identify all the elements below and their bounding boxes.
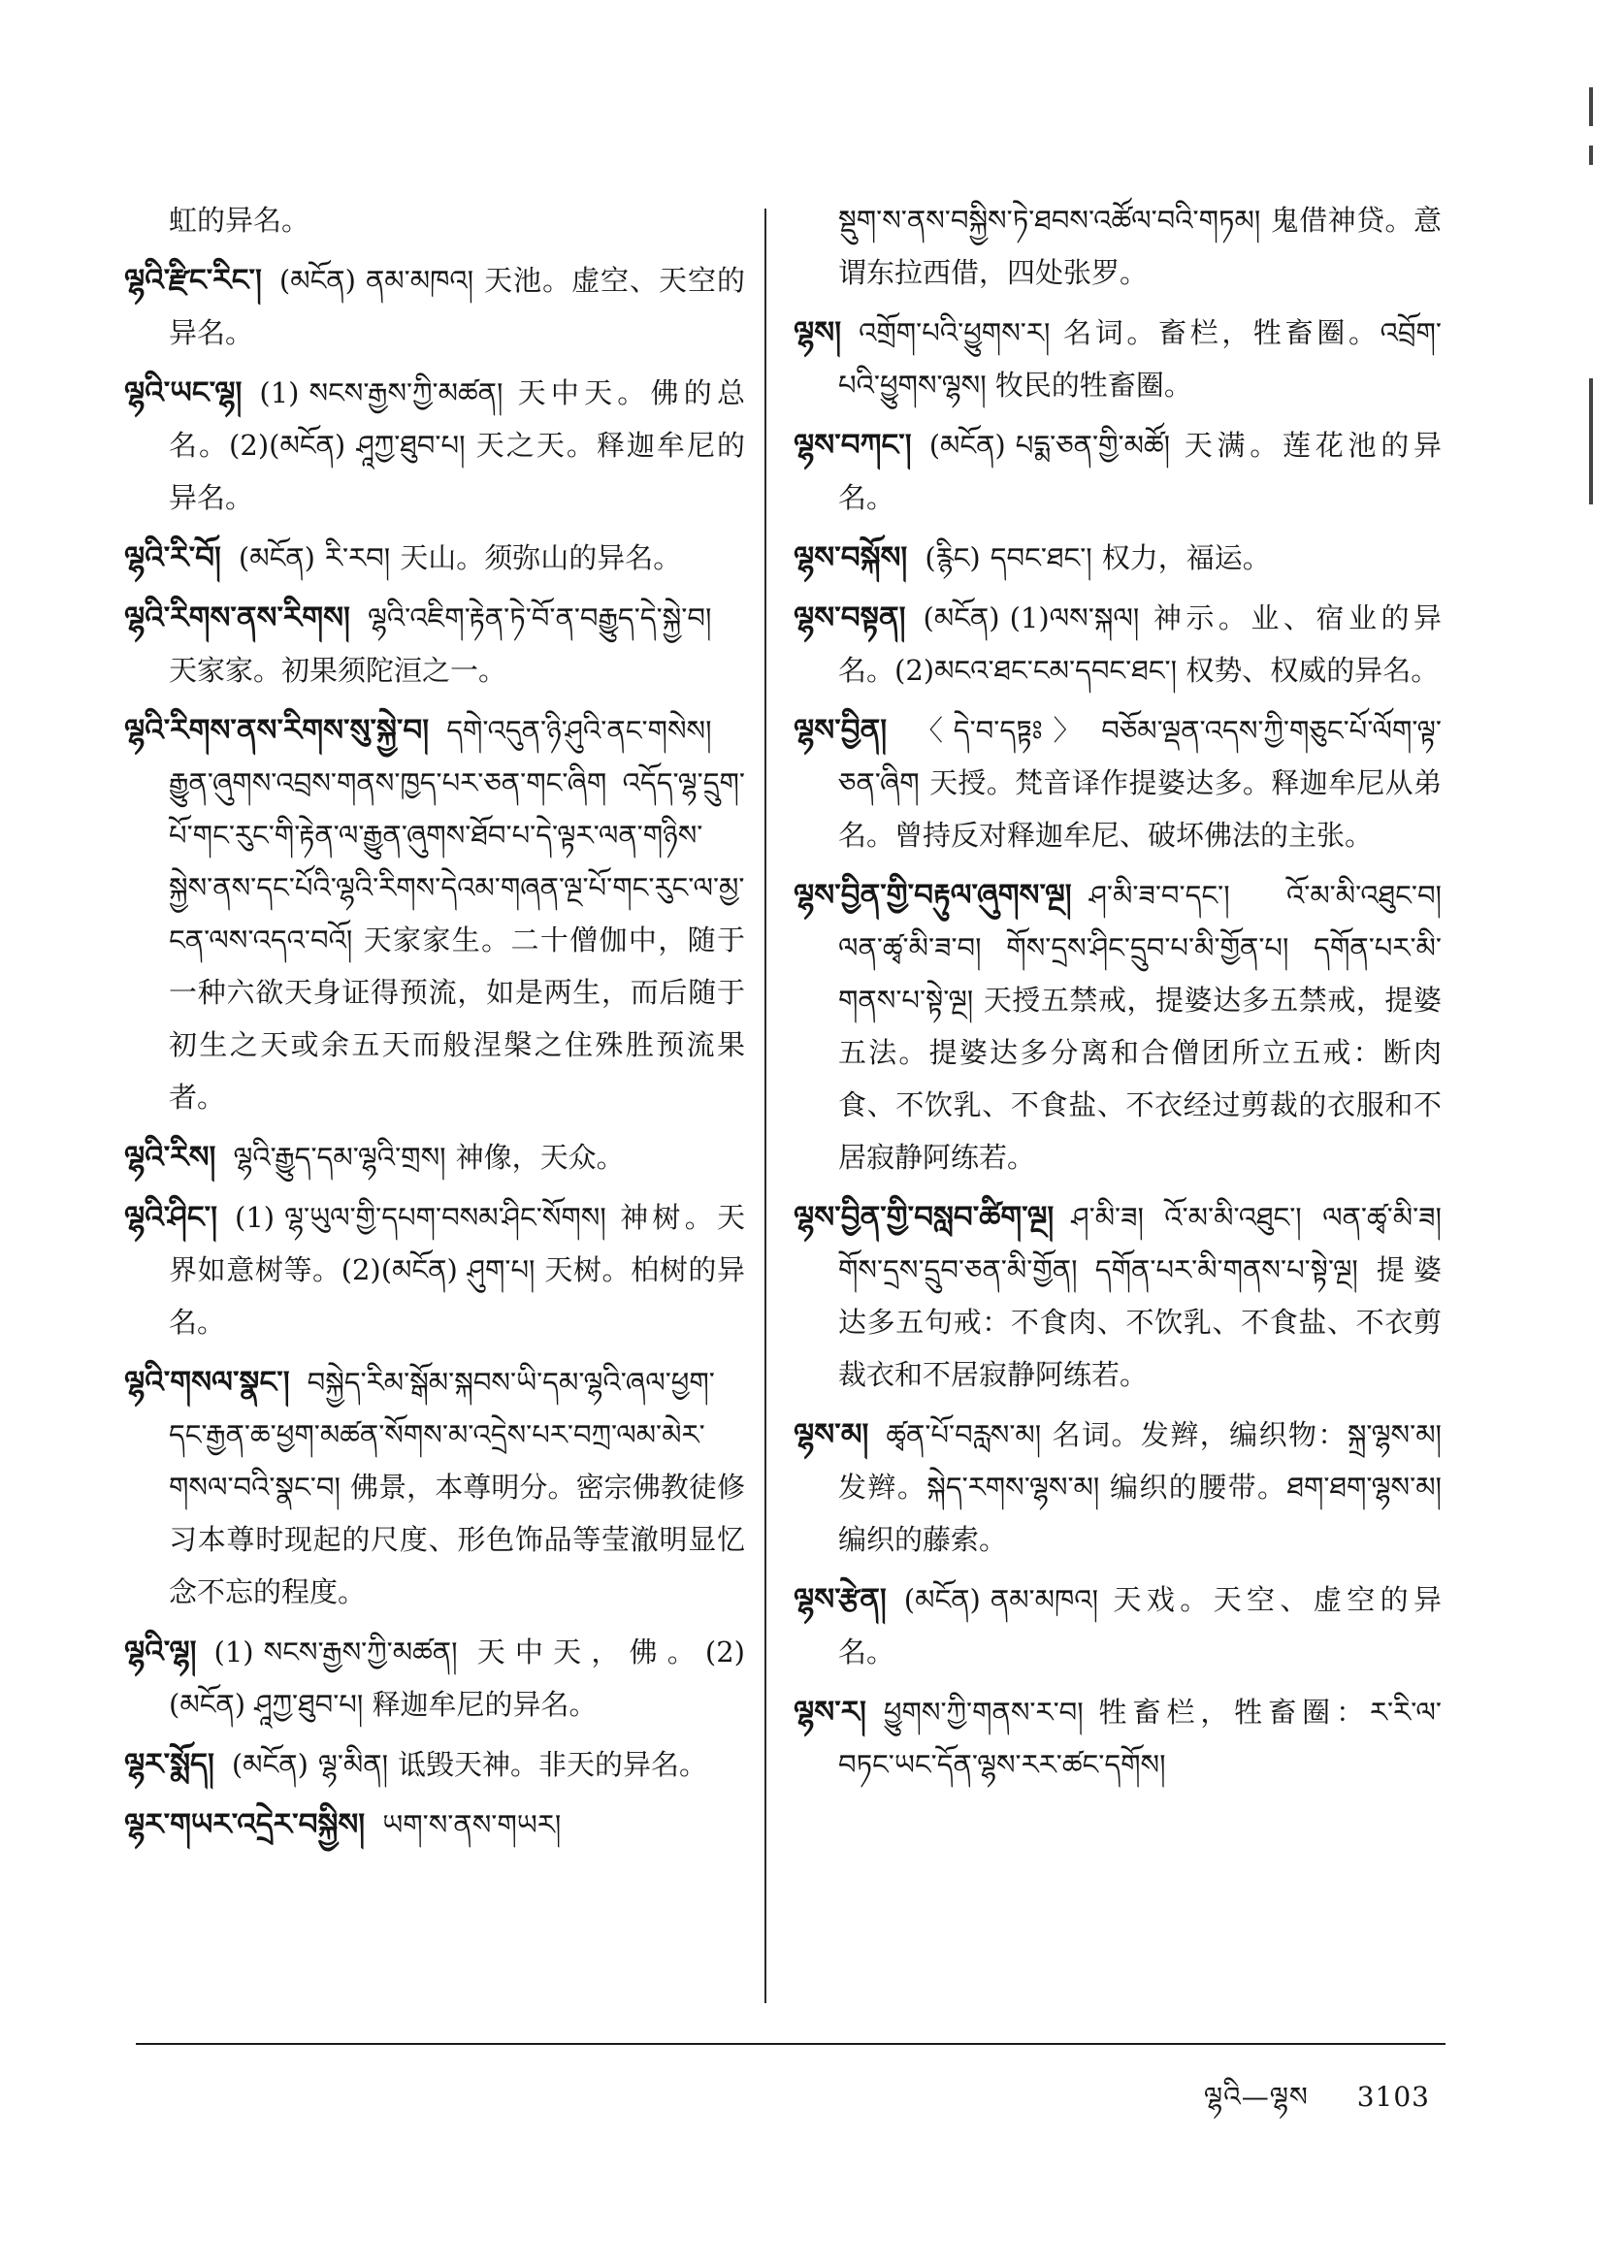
chinese-definition: 天池。虚空、天空的异名。 — [169, 264, 745, 349]
entry-headword: ལྷར་སྨོད། — [124, 1747, 214, 1782]
tibetan-definition: ལྷའི་རྒྱུད་དམ་ལྷའི་གྲས། — [233, 1141, 446, 1174]
dictionary-entry — [124, 1626, 745, 1731]
chinese-definition: 提婆达多五句戒：不食肉、不饮乳、不食盐、不衣剪裁衣和不居寂静阿练若。 — [838, 1253, 1442, 1391]
entry-headword: ལྷའི་རྫིང་རིང་། — [124, 263, 262, 298]
chinese-definition: 名词。发辫，编织物：སྐྲ་ལྷས་མ། 发辫。སྐེད་རགས་ལྷས་མ། 编织的腰带。ཐག་ཐག་ལྷས་མ། 编织的藤索。 — [838, 1418, 1442, 1556]
dictionary-entry — [794, 869, 1442, 1183]
page-number: 3103 — [1356, 2081, 1430, 2113]
chinese-definition: 名词。畜栏，牲畜圈。འབྲོག་པའི་ཕྱུགས་ལྷས། 牧民的牲畜圈。 — [838, 316, 1442, 402]
chinese-definition: 天戏。天空、虚空的异名。 — [838, 1583, 1442, 1669]
tibetan-definition: ཤ་མི་ཟ་བ་དང་། འོ་མ་མི་འཐུང་བ། ལན་ཚྭ་མི་ཟ་བ། གོས་དྲས་ཤིང་དྲུབ་པ་མི་གྱོན་པ། དགོན་པར་མི་གནས་པ་སྟེ་ལྔ། — [838, 879, 1442, 1017]
dictionary-entry — [124, 704, 745, 1123]
scan-edge-marks — [1589, 87, 1597, 572]
tibetan-definition: ལྷ་མིན། — [317, 1748, 389, 1781]
entry-headword: ལྷས་བྱིན་གྱི་བརྟུལ་ཞུགས་ལྔ། — [794, 878, 1072, 913]
tibetan-definition: སངས་རྒྱས་ཀྱི་མཚན། — [309, 376, 503, 409]
chinese-definition: 牲畜栏，牲畜圈：ར་རི་ལ་བཏང་ཡང་དོན་ལྷས་རར་ཚང་དགོས། — [838, 1696, 1442, 1781]
tibetan-definition: ནམ་མཁའ། — [365, 264, 474, 297]
entry-headword: ལྷས་བསྐོས། — [794, 540, 908, 575]
dictionary-entry — [794, 704, 1442, 861]
page-footer — [1204, 2066, 1430, 2143]
chinese-definition: 天中天。佛的总名。(2)(མངོན) ཤཱཀྱ་ཐུབ་པ། 天之天。释迦牟尼的异名。 — [169, 376, 745, 514]
grammar-label: (མངོན) — [231, 1748, 309, 1781]
chinese-definition: 诋毁天神。非天的异名。 — [398, 1748, 708, 1781]
entry-headword: ལྷའི་ལྷ། — [124, 1635, 197, 1669]
grammar-label: (1) — [235, 1201, 276, 1234]
chinese-definition: 鬼借神贷。意谓东拉西借，四处张罗。 — [838, 204, 1442, 289]
tibetan-definition: ལྷ་ཡུལ་གྱི་དཔག་བསམ་ཤིང་སོགས། — [284, 1201, 606, 1234]
right-column — [794, 194, 1442, 1798]
grammar-label: (མངོན) — [238, 541, 315, 574]
column-divider — [764, 209, 766, 2003]
dictionary-entry — [124, 1131, 745, 1183]
tibetan-definition: དབང་ཐང་། — [990, 541, 1092, 574]
entry-headword: ལྷའི་ཤིང་། — [124, 1200, 218, 1235]
entry-headword: ལྷས་མ། — [794, 1417, 869, 1452]
entry-headword: ལྷས་ར། — [794, 1695, 866, 1730]
dictionary-entry — [794, 532, 1442, 584]
entry-headword: ལྷས། — [794, 315, 842, 350]
tibetan-definition: བསྐྱེད་རིམ་སྒོམ་སྐབས་ཡི་དམ་ལྷའི་ཞལ་ཕྱག་དང་རྒྱན་ཆ་ཕྱག་མཚན་སོགས་མ་འདྲེས་པར་བཀྲ་ལམ་མེར་གསལ་བའི་སྣང་བ། — [169, 1366, 715, 1504]
grammar-label: (མངོན) — [923, 601, 1000, 634]
dictionary-entry — [794, 194, 1442, 299]
entry-headword: ལྷའི་ཡང་ལྷ། — [124, 375, 243, 410]
dictionary-entry — [124, 367, 745, 524]
footer-rule — [136, 2043, 1445, 2045]
left-column — [124, 194, 745, 1859]
grammar-label: (མངོན) — [278, 264, 356, 297]
grammar-label: (མངོན) — [928, 429, 1006, 462]
tibetan-definition: པདྨ་ཅན་གྱི་མཚོ། — [1015, 429, 1171, 462]
entry-headword: ལྷར་གཡར་འདྲེར་བསྐྱིས། — [124, 1807, 366, 1842]
tibetan-definition: ཚྭན་པོ་བརླས་མ། — [886, 1418, 1042, 1451]
entry-headword: ལྷས་བྱིན་གྱི་བསླབ་ཚིག་ལྔ། — [794, 1200, 1055, 1235]
tibetan-definition: སྡུག་ས་ནས་བསྐྱིས་ཏེ་ཐབས་འཚོལ་བའི་གཏམ། — [838, 204, 1261, 237]
dictionary-entry — [794, 1573, 1442, 1678]
dictionary-entry — [124, 194, 745, 246]
headword-range: ལྷའི—ལྷས — [1203, 2081, 1309, 2113]
entry-headword: ལྷའི་གསལ་སྣང་། — [124, 1365, 290, 1400]
dictionary-entry — [794, 1409, 1442, 1566]
tibetan-definition: (1)ལས་སྐལ། — [1009, 601, 1140, 634]
tibetan-definition: བཅོམ་ལྡན་འདས་ཀྱི་གཅུང་པོ་ལོག་ལྟ་ཅན་ཞིག — [838, 714, 1442, 799]
tibetan-definition: རི་རབ། — [324, 541, 391, 574]
dictionary-entry — [124, 254, 745, 359]
dictionary-entry — [794, 307, 1442, 411]
chinese-definition: 天家家。初果须陀洹之一。 — [169, 654, 507, 687]
tibetan-definition: འགྲོག་པའི་ཕྱུགས་ར། — [859, 316, 1051, 349]
tibetan-definition: ཡག་ས་ནས་གཡར། — [382, 1808, 562, 1841]
chinese-definition: 天中天，佛。(2)(མངོན) ཤཱཀྱ་ཐུབ་པ། 释迦牟尼的异名。 — [169, 1636, 745, 1721]
chinese-definition: 神树。天界如意树等。(2)(མངོན) ཤུག་པ། 天树。柏树的异名。 — [169, 1201, 745, 1339]
chinese-definition: 天满。莲花池的异名。 — [838, 429, 1442, 514]
chinese-definition: 神示。业、宿业的异名。(2)མངའ་ཐང་ངམ་དབང་ཐང་། 权势、权威的异名。 — [838, 601, 1442, 687]
tibetan-definition: ཕྱུགས་ཀྱི་གནས་ར་བ། — [883, 1696, 1084, 1729]
dictionary-entry — [124, 1738, 745, 1791]
dictionary-entry — [794, 1191, 1442, 1401]
grammar-label: (མངོན) — [903, 1583, 981, 1616]
entry-headword: ལྷའི་རི་བོ། — [124, 540, 221, 575]
dictionary-entry — [124, 1191, 745, 1348]
entry-headword: ལྷའི་རིགས་ནས་རིགས། — [124, 600, 350, 635]
entry-headword: ལྷས་བྱིན། — [794, 713, 888, 748]
dictionary-entry — [794, 1686, 1442, 1791]
tibetan-definition: སངས་རྒྱས་ཀྱི་མཚན། — [263, 1636, 458, 1669]
dictionary-entry — [794, 592, 1442, 697]
chinese-definition: 天授。梵音译作提婆达多。释迦牟尼从弟名。曾持反对释迦牟尼、破坏佛法的主张。 — [838, 766, 1442, 852]
tibetan-definition: ནམ་མཁའ། — [990, 1583, 1099, 1616]
chinese-definition: 佛景，本尊明分。密宗佛教徒修习本尊时现起的尺度、形色饰品等莹澈明显忆念不忘的程度。 — [169, 1471, 745, 1608]
entry-headword: ལྷའི་རིས། — [124, 1140, 216, 1175]
tibetan-definition: ལྷའི་འཇིག་རྟེན་ཏེ་བོ་ན་བརྒྱུད་དེ་སྐྱེ་བ། — [367, 601, 712, 634]
chinese-definition: 虹的异名。 — [169, 204, 310, 237]
entry-headword: ལྷས་བསྟན། — [794, 600, 906, 635]
tibetan-definition: དགེ་འདུན་ཉི་ཤུའི་ནང་གསེས། རྒྱུན་ཞུགས་འབྲས་གནས་ཁྱད་པར་ཅན་གང་ཞིག འདོད་ལྷ་དྲུག་པོ་གང་རུང་གི་རྟེན་ལ་རྒྱུན་ཞུགས་ཐོབ་པ་དེ་ལྟར་ལན་གཉིས་སྐྱེས་ནས་དང་པོའི་ལྷའི་རིགས་དེའམ་གཞན་ལྔ་པོ་གང་རུང་ལ་མྱ་ངན་ལས་འདའ་བའོ། — [169, 714, 745, 956]
dictionary-entry — [124, 1356, 745, 1618]
dictionary-entry — [124, 532, 745, 584]
dictionary-entry — [124, 592, 745, 697]
tibetan-definition: ཤ་མི་ཟ། འོ་མ་མི་འཐུང་། ལན་ཚྭ་མི་ཟ། གོས་དྲས་དྲུབ་ཅན་མི་གྱོན། དགོན་པར་མི་གནས་པ་སྟེ་ལྔ། — [838, 1201, 1442, 1286]
grammar-label: (རྙིང) — [925, 541, 981, 574]
entry-headword: ལྷས་རྩེན། — [794, 1582, 887, 1617]
grammar-label: (1) — [259, 376, 300, 409]
dictionary-entry — [124, 1798, 745, 1851]
grammar-label: (1) — [213, 1636, 254, 1669]
chinese-definition: 权力，福运。 — [1101, 541, 1271, 574]
entry-headword: ལྷས་བཀང་། — [794, 428, 912, 463]
dictionary-entry — [794, 419, 1442, 524]
chinese-definition: 神像，天众。 — [455, 1141, 625, 1174]
entry-headword: ལྷའི་རིགས་ནས་རིགས་སུ་སྐྱེ་བ། — [124, 713, 430, 748]
grammar-label: 〈དེ་བ་དཏྟཿ〉 — [904, 714, 1092, 747]
chinese-definition: 天山。须弥山的异名。 — [400, 541, 682, 574]
chinese-definition: 天授五禁戒，提婆达多五禁戒，提婆五法。提婆达多分离和合僧团所立五戒：断肉食、不饮乳、不食盐、不衣经过剪裁的衣服和不居寂静阿练若。 — [838, 984, 1442, 1174]
chinese-definition: 天家家生。二十僧伽中，随于一种六欲天身证得预流，如是两生，而后随于初生之天或余五天而般涅槃之住殊胜预流果者。 — [169, 923, 745, 1114]
